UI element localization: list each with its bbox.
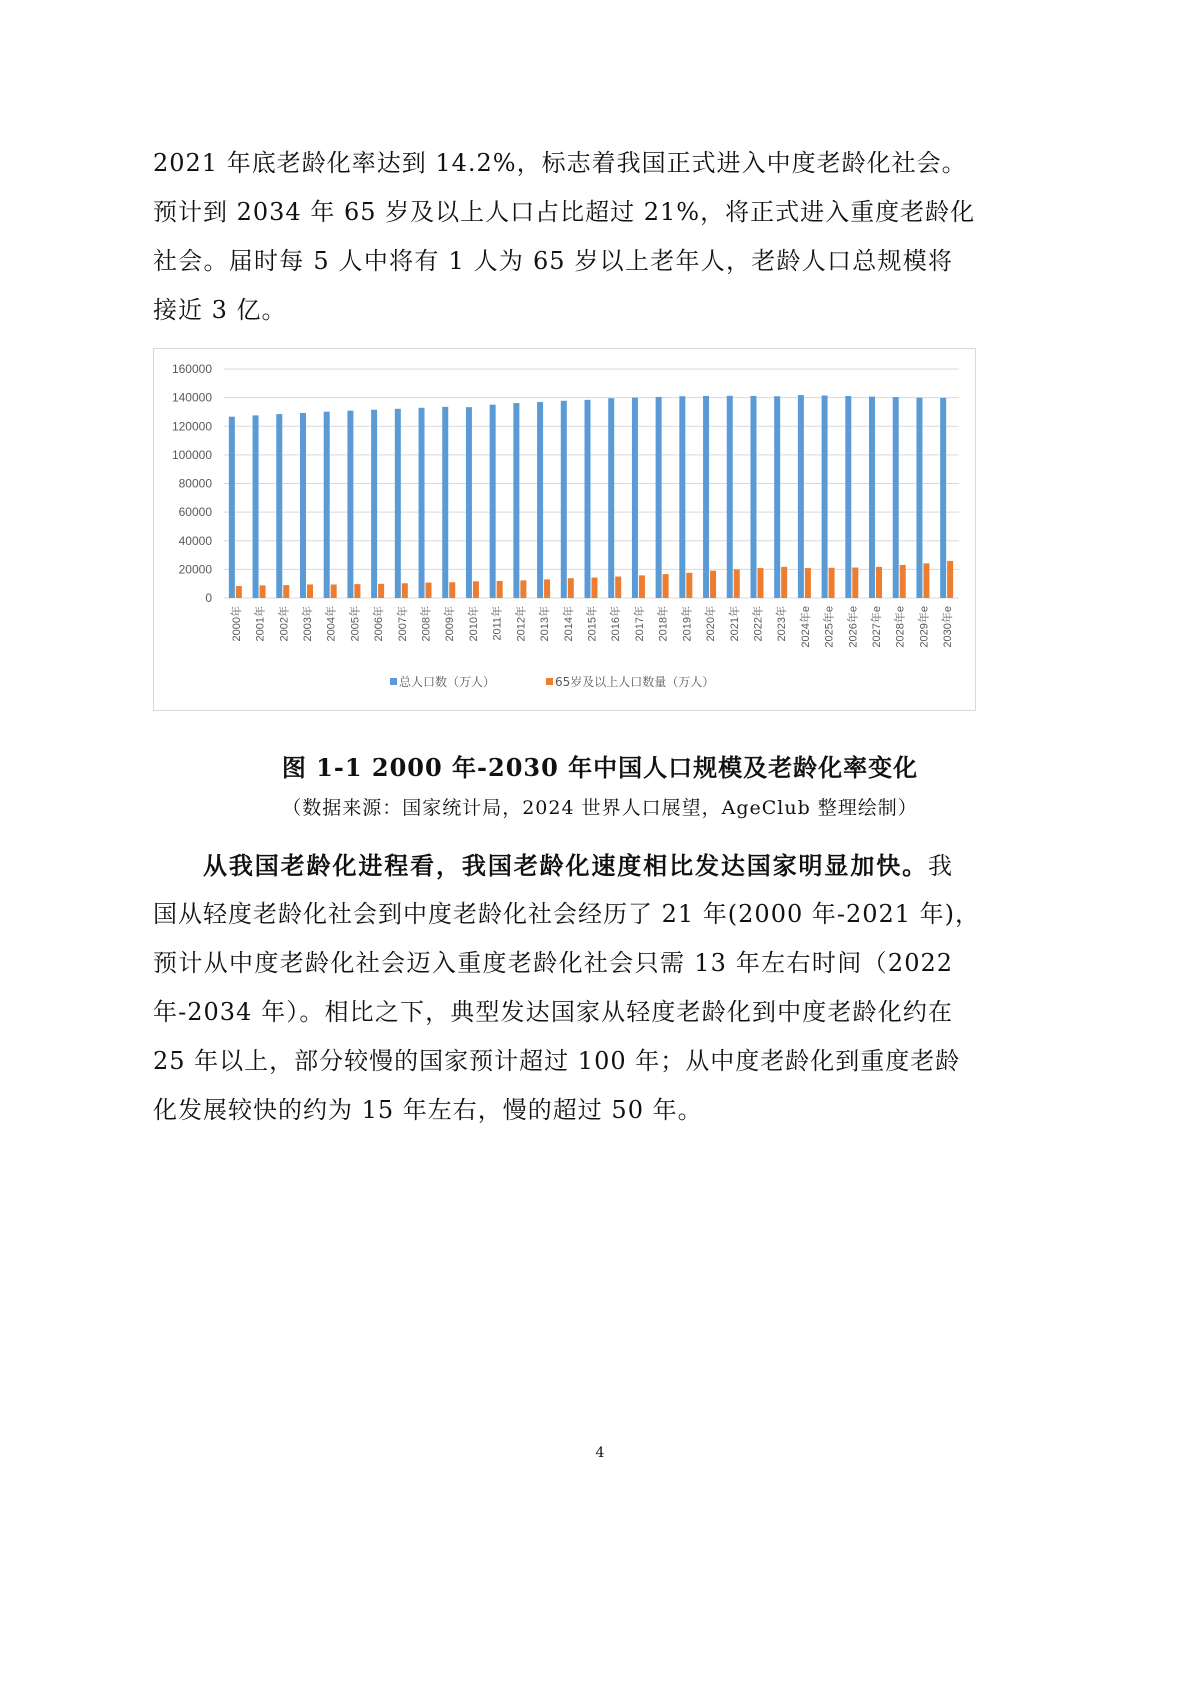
- bar-65plus-population: [426, 583, 432, 598]
- bar-total-population: [940, 398, 946, 598]
- paragraph-2-line: 化发展较快的约为 15 年左右，慢的超过 50 年。: [153, 1096, 703, 1124]
- bar-total-population: [466, 407, 472, 598]
- x-tick-label: 2023年: [776, 606, 789, 642]
- bar-total-population: [679, 396, 685, 598]
- bar-65plus-population: [781, 567, 787, 598]
- bar-65plus-population: [615, 577, 621, 598]
- y-tick-label: 40000: [178, 533, 212, 548]
- bar-total-population: [253, 415, 259, 598]
- paragraph-2-bold-lead: 从我国老龄化进程看，我国老龄化速度相比发达国家明显加快。: [203, 851, 928, 880]
- x-tick-label: 2019年: [681, 606, 694, 642]
- y-tick-label: 160000: [171, 362, 212, 376]
- bar-65plus-population: [331, 584, 337, 598]
- bar-65plus-population: [923, 563, 929, 598]
- bar-total-population: [585, 400, 591, 598]
- y-tick-label: 20000: [178, 562, 212, 577]
- bar-total-population: [774, 396, 780, 598]
- bar-65plus-population: [283, 585, 289, 598]
- y-tick-label: 120000: [171, 419, 212, 434]
- bar-65plus-population: [544, 579, 550, 598]
- bar-65plus-population: [663, 574, 669, 598]
- x-tick-label: 2013年: [539, 606, 552, 642]
- bar-65plus-population: [805, 568, 811, 598]
- x-tick-label: 2000年: [230, 606, 243, 642]
- bar-65plus-population: [307, 584, 313, 598]
- bar-65plus-population: [260, 585, 266, 598]
- x-tick-label: 2017年: [633, 606, 646, 642]
- y-tick-label: 100000: [171, 447, 212, 462]
- bar-65plus-population: [734, 569, 740, 598]
- bar-total-population: [395, 409, 401, 598]
- paragraph-1-line: 2021 年底老龄化率达到 14.2%，标志着我国正式进入中度老龄化社会。: [153, 149, 967, 177]
- bar-total-population: [798, 395, 804, 598]
- bar-total-population: [537, 402, 543, 598]
- x-tick-label: 2014年: [562, 606, 575, 642]
- bar-total-population: [750, 396, 756, 598]
- y-tick-label: 80000: [178, 476, 212, 491]
- page-number: 4: [595, 1445, 605, 1461]
- bar-65plus-population: [592, 578, 598, 598]
- bar-total-population: [229, 417, 235, 598]
- bar-total-population: [893, 397, 899, 598]
- bar-total-population: [845, 396, 851, 598]
- legend-label: 总人口数（万人）: [399, 675, 496, 689]
- x-tick-label: 2015年: [586, 606, 599, 642]
- bar-total-population: [869, 397, 875, 598]
- x-tick-label: 2018年: [657, 606, 670, 642]
- bar-total-population: [419, 408, 425, 598]
- bar-total-population: [703, 396, 709, 598]
- x-tick-label: 2011年: [491, 606, 504, 641]
- x-tick-label: 2025年e: [823, 606, 836, 648]
- x-tick-label: 2008年: [420, 606, 433, 642]
- x-tick-label: 2026年e: [847, 606, 860, 648]
- bar-total-population: [300, 413, 306, 598]
- x-tick-label: 2028年e: [894, 606, 907, 648]
- bar-65plus-population: [378, 584, 384, 598]
- x-tick-label: 2001年: [254, 606, 267, 642]
- bar-total-population: [822, 395, 828, 598]
- figure-source: （数据来源：国家统计局，2024 世界人口展望，AgeClub 整理绘制）: [282, 797, 918, 819]
- bar-65plus-population: [757, 568, 763, 598]
- x-tick-label: 2009年: [444, 606, 457, 642]
- bar-65plus-population: [568, 578, 574, 598]
- x-tick-label: 2005年: [349, 606, 362, 642]
- x-tick-label: 2021年: [728, 606, 741, 642]
- bar-65plus-population: [639, 575, 645, 598]
- bar-total-population: [916, 398, 922, 598]
- bar-65plus-population: [402, 583, 408, 598]
- paragraph-2-line: 预计从中度老龄化社会迈入重度老龄化社会只需 13 年左右时间（2022: [153, 949, 953, 977]
- bar-65plus-population: [497, 581, 503, 598]
- legend-swatch: [546, 678, 553, 685]
- bar-total-population: [490, 405, 496, 598]
- bar-total-population: [371, 410, 377, 598]
- x-tick-label: 2029年e: [918, 606, 931, 648]
- bar-65plus-population: [354, 584, 360, 598]
- bar-65plus-population: [520, 580, 526, 598]
- x-tick-label: 2007年: [396, 606, 409, 642]
- bar-65plus-population: [473, 581, 479, 598]
- paragraph-2-first-line: [153, 841, 953, 890]
- paragraph-1: [153, 139, 976, 335]
- bar-total-population: [727, 396, 733, 598]
- paragraph-2-lead-rest: 我: [928, 852, 953, 880]
- paragraph-2-line: 国从轻度老龄化社会到中度老龄化社会经历了 21 年(2000 年-2021 年)，: [153, 900, 981, 928]
- bar-65plus-population: [876, 567, 882, 598]
- paragraph-2: [153, 841, 981, 1135]
- bar-65plus-population: [900, 565, 906, 598]
- x-tick-label: 2002年: [278, 606, 291, 642]
- figure-title: 图 1-1 2000 年-2030 年中国人口规模及老龄化率变化: [281, 753, 919, 782]
- x-tick-label: 2020年: [705, 606, 718, 642]
- x-tick-label: 2006年: [373, 606, 386, 642]
- bar-65plus-population: [947, 561, 953, 598]
- bar-65plus-population: [852, 568, 858, 598]
- paragraph-1-line: 接近 3 亿。: [153, 296, 287, 324]
- x-tick-label: 2010年: [467, 606, 480, 642]
- bar-total-population: [632, 398, 638, 598]
- x-tick-label: 2012年: [515, 606, 528, 642]
- legend-swatch: [390, 678, 397, 685]
- x-tick-label: 2024年e: [799, 606, 812, 648]
- bar-total-population: [442, 407, 448, 598]
- bar-65plus-population: [686, 573, 692, 598]
- x-tick-label: 2022年: [752, 606, 765, 642]
- bar-total-population: [347, 411, 353, 598]
- y-tick-label: 140000: [171, 390, 212, 405]
- bar-total-population: [656, 397, 662, 598]
- paragraph-1-line: 预计到 2034 年 65 岁及以上人口占比超过 21%，将正式进入重度老龄化: [153, 198, 976, 226]
- legend-label: 65岁及以上人口数量（万人）: [555, 675, 715, 689]
- y-tick-label: 0: [205, 591, 212, 605]
- x-tick-label: 2003年: [301, 606, 314, 642]
- bar-total-population: [276, 414, 282, 598]
- bar-65plus-population: [449, 582, 455, 598]
- bar-total-population: [324, 412, 330, 598]
- paragraph-1-line: 社会。届时每 5 人中将有 1 人为 65 岁以上老年人，老龄人口总规模将: [153, 247, 953, 275]
- population-chart: [153, 348, 976, 711]
- y-tick-label: 60000: [178, 505, 212, 520]
- bar-total-population: [513, 403, 519, 598]
- x-tick-label: 2030年e: [942, 606, 955, 648]
- bar-65plus-population: [710, 571, 716, 598]
- bar-65plus-population: [236, 586, 242, 598]
- x-tick-label: 2027年e: [871, 606, 884, 648]
- paragraph-2-line: 年-2034 年）。相比之下，典型发达国家从轻度老龄化到中度老龄化约在: [153, 998, 953, 1026]
- x-tick-label: 2016年: [610, 606, 623, 642]
- x-tick-label: 2004年: [325, 606, 338, 642]
- paragraph-2-line: 25 年以上，部分较慢的国家预计超过 100 年；从中度老龄化到重度老龄: [153, 1047, 961, 1075]
- bar-total-population: [608, 398, 614, 598]
- bar-65plus-population: [829, 568, 835, 598]
- bar-total-population: [561, 401, 567, 598]
- bar-chart-svg: [154, 349, 977, 712]
